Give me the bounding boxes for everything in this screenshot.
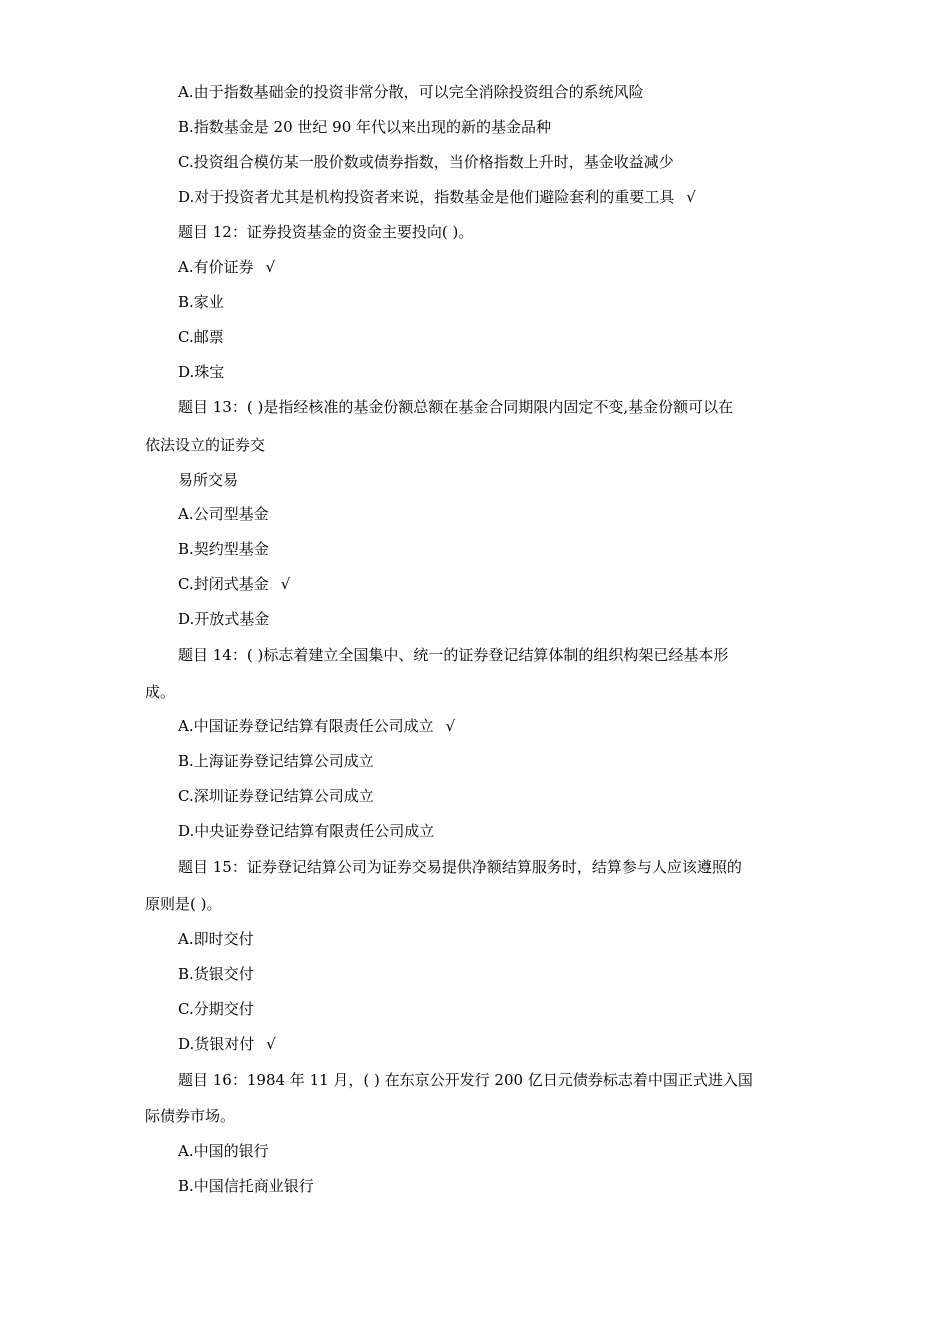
question-line: [178, 857, 754, 877]
question-text: 原则是( )。: [145, 895, 222, 913]
option-line: [178, 257, 275, 277]
option-line: [178, 539, 281, 559]
check-mark: √: [686, 188, 696, 206]
question-line: [178, 1070, 765, 1090]
option-text: C.投资组合模仿某一股价数或债券指数，当价格指数上升时，基金收益减少: [178, 153, 674, 171]
check-mark: √: [266, 1035, 276, 1053]
question-text: 题目 13：( )是指经核准的基金份额总额在基金合同期限内固定不变,基金份额可以在: [178, 398, 734, 416]
check-mark: √: [280, 575, 291, 593]
question-line: [178, 222, 485, 242]
option-text: A.即时交付: [178, 930, 254, 948]
question-text: 题目 15：证券登记结算公司为证券交易提供净额结算服务时，结算参与人应该遵照的: [178, 858, 742, 876]
option-line: [178, 82, 656, 102]
option-text: C.深圳证券登记结算公司成立: [178, 787, 374, 805]
option-line: [178, 1141, 281, 1161]
option-text: B.货银交付: [178, 965, 254, 983]
option-line: [178, 187, 696, 207]
option-text: C.邮票: [178, 328, 224, 346]
option-line: [178, 362, 236, 382]
option-text: A.由于指数基础金的投资非常分散，可以完全消除投资组合的系统风险: [178, 83, 644, 101]
question-continuation: [145, 1106, 247, 1126]
question-line: [178, 397, 745, 417]
question-continuation: [145, 894, 233, 914]
option-text: B.中国信托商业银行: [178, 1177, 314, 1195]
question-text: 题目 16：1984 年 11 月，( ) 在东京公开发行 200 亿日元债券标志着中国正式进入国: [178, 1071, 753, 1089]
question-text: 题目 12：证券投资基金的资金主要投向( )。: [178, 223, 474, 241]
question-text: 依法设立的证券交: [145, 436, 266, 454]
option-text: A.公司型基金: [178, 505, 269, 523]
option-text: A.中国的银行: [178, 1142, 269, 1160]
option-text: B.上海证券登记结算公司成立: [178, 752, 374, 770]
question-continuation: [145, 435, 277, 455]
check-mark: √: [445, 717, 456, 735]
check-mark: √: [265, 258, 276, 276]
option-line: [178, 964, 266, 984]
option-text: C.分期交付: [178, 1000, 254, 1018]
option-line: [178, 152, 686, 172]
option-line: [178, 821, 446, 841]
option-text: B.家业: [178, 293, 224, 311]
question-text: 成。: [145, 683, 176, 701]
question-text: 题目 14：( )标志着建立全国集中、统一的证券登记结算体制的组织构架已经基本形: [178, 646, 729, 664]
question-continuation: [178, 470, 250, 490]
option-line: [178, 1034, 276, 1054]
option-text: D.中央证券登记结算有限责任公司成立: [178, 822, 435, 840]
option-line: [178, 751, 386, 771]
question-continuation: [145, 682, 187, 702]
option-text: D.开放式基金: [178, 610, 270, 628]
option-line: [178, 327, 236, 347]
option-text: D.对于投资者尤其是机构投资者来说，指数基金是他们避险套利的重要工具: [178, 188, 675, 206]
question-text: 际债券市场。: [145, 1107, 236, 1125]
option-text: A.中国证券登记结算有限责任公司成立: [178, 717, 434, 735]
option-text: D.珠宝: [178, 363, 225, 381]
option-line: [178, 929, 266, 949]
option-text: D.货银对付: [178, 1035, 255, 1053]
option-line: [178, 574, 290, 594]
option-line: [178, 1176, 326, 1196]
question-line: [178, 645, 740, 665]
option-line: [178, 609, 281, 629]
option-text: C.封闭式基金: [178, 575, 269, 593]
option-line: [178, 504, 281, 524]
question-text: 易所交易: [178, 471, 239, 489]
option-line: [178, 117, 563, 137]
option-text: B.契约型基金: [178, 540, 269, 558]
option-line: [178, 716, 455, 736]
option-line: [178, 786, 386, 806]
option-line: [178, 292, 236, 312]
option-text: A.有价证券: [178, 258, 254, 276]
option-line: [178, 999, 266, 1019]
option-text: B.指数基金是 20 世纪 90 年代以来出现的新的基金品种: [178, 118, 552, 136]
